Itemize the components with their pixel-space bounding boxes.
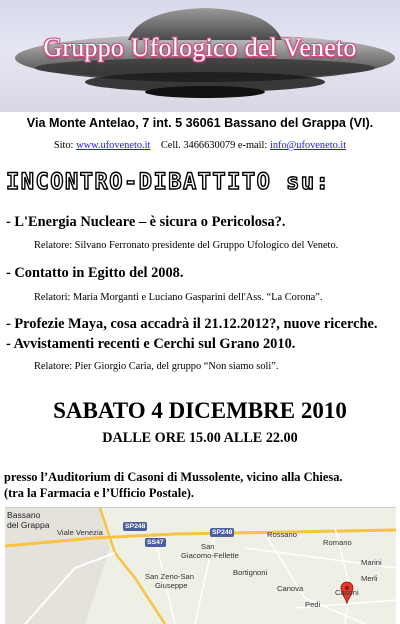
header-banner [0,0,400,112]
map-label: Bassano [7,510,41,520]
location-map[interactable] [5,507,396,624]
map-roads [5,508,396,624]
contacts-line [0,140,400,151]
map-label: Giuseppe [155,581,188,590]
topic-item: - L'Energia Nucleare – è sicura o Pericolosa?. [6,214,286,230]
address: Via Monte Antelao, 7 int. 5 36061 Bassano del Grappa (VI). [26,116,374,130]
map-label: Romano [323,538,352,547]
topic-item: - Profezie Maya, cosa accadrà il 21.12.2012?, nuove ricerche. [6,316,378,332]
map-label: San Zeno-San [145,572,194,581]
event-hours: DALLE ORE 15.00 ALLE 22.00 [102,430,298,446]
phone: Cell. 3466630079 [160,140,236,151]
road-shield: SS47 [147,539,164,546]
map-label: Bortignoni [233,568,268,577]
email-link[interactable]: info@ufoveneto.it [269,140,347,151]
map-label: Pedi [305,600,321,609]
venue-note: (tra la Farmacia e l’Ufficio Postale). [4,486,194,500]
map-label: Casoni [335,588,359,597]
topic-speaker: Relatore: Pier Giorgio Caria, del gruppo “Non siamo soli”. [34,361,279,372]
venue-line: presso l’Auditorium di Casoni di Mussolente, vicino alla Chiesa. [4,470,343,484]
map-label: Merli [361,574,378,583]
topic-item: - Contatto in Egitto del 2008. [6,265,184,281]
banner-title: Gruppo Ufologico del Veneto [43,33,357,62]
map-label: Rossano [267,530,297,539]
map-label: del Grappa [7,520,50,530]
map-label: Canova [277,584,304,593]
map-label: Giacomo-Fellette [181,551,239,560]
topic-speaker: Relatori: Maria Morganti e Luciano Gasparini dell'Ass. “La Corona”. [34,292,323,303]
map-label: San [201,542,215,551]
website-link[interactable]: www.ufoveneto.it [76,140,151,151]
email-label: e-mail: [237,140,268,151]
event-date: SABATO 4 DICEMBRE 2010 [53,398,347,423]
map-label: Viale Venezia [57,528,103,537]
road-shield: SP248 [125,523,146,530]
topic-speaker: Relatore: Silvano Ferronato presidente del Gruppo Ufologico del Veneto. [34,240,339,251]
topic-item: - Avvistamenti recenti e Cerchi sul Grano 2010. [6,336,296,352]
site-label: Sito: [53,140,74,151]
road-shield: SP248 [212,529,233,536]
map-label: Marini [361,558,382,567]
event-headline: INCONTRO-DIBATTITO su: [6,170,331,195]
